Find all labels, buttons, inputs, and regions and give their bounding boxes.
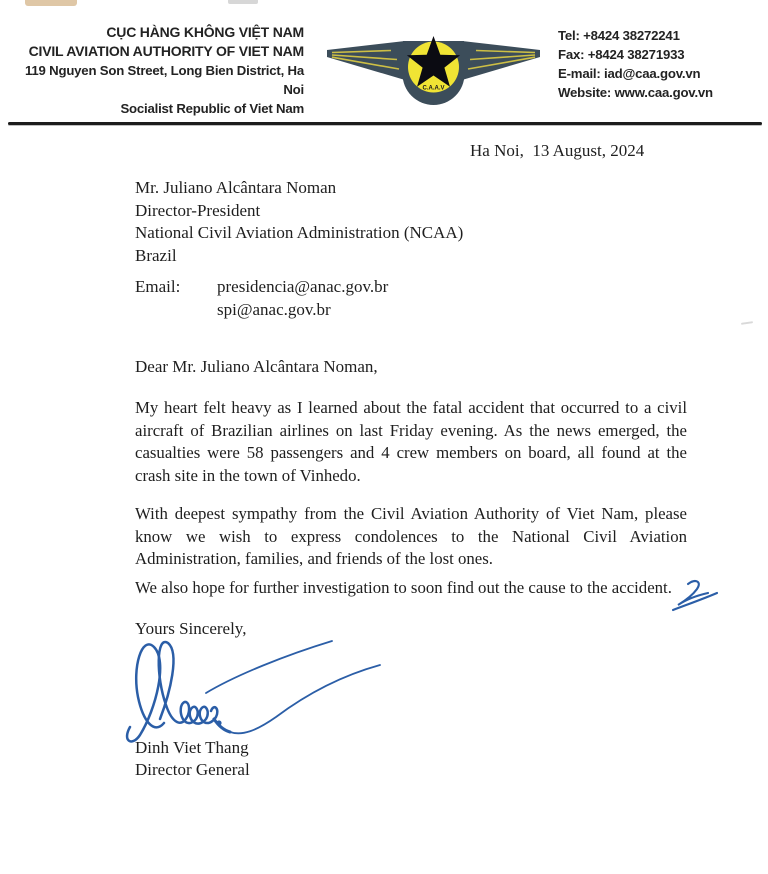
signer-name: Dinh Viet Thang (135, 738, 249, 757)
header-divider-line (8, 122, 762, 125)
contact-email: E-mail: iad@caa.gov.vn (558, 66, 701, 81)
handwritten-initial-paraph (671, 577, 719, 615)
salutation: Dear Mr. Juliano Alcântara Noman, (135, 357, 378, 376)
email-label: Email: (135, 277, 181, 296)
letterhead-contact-block (558, 26, 713, 102)
dateline: Ha Noi, 13 August, 2024 (470, 141, 645, 160)
recipient-country: Brazil (135, 245, 177, 265)
closing-phrase: Yours Sincerely, (135, 619, 247, 638)
scan-speck (741, 321, 753, 325)
email-address: presidencia@anac.gov.br (217, 277, 389, 296)
contact-fax: Fax: +8424 38271933 (558, 47, 685, 62)
scan-smudge (25, 0, 77, 6)
body-paragraph-3: We also hope for further investigation to soon find out the cause to the accident. (135, 578, 672, 597)
scan-smudge (228, 0, 258, 4)
letterhead-org-block (24, 23, 304, 118)
recipient-title: Director-President (135, 200, 261, 220)
org-address: 119 Nguyen Son Street, Long Bien District, Ha Noi (25, 63, 304, 97)
recipient-name: Mr. Juliano Alcântara Noman (135, 178, 337, 197)
email-addresses (217, 276, 388, 321)
email-address: spi@anac.gov.br (217, 299, 331, 319)
org-name-vietnamese: CỤC HÀNG KHÔNG VIỆT NAM (106, 24, 304, 40)
caav-wings-icon (327, 28, 540, 106)
logo-caption: C.A.A.V (422, 85, 445, 92)
body-paragraph-1: My heart felt heavy as I learned about the fatal accident that occurred to a civil aircraft of Brazilian airlines on last Friday evening. As the news emerged, the casualties were 58 passengers and 4 crew members on board, all found at the crash site in the town of Vinhedo. (135, 398, 687, 485)
handwritten-signature (118, 631, 408, 749)
recipient-block (135, 177, 463, 267)
body-paragraph-2: With deepest sympathy from the Civil Aviation Authority of Viet Nam, please know we wish to express condolences to the National Civil Aviation Administration, families, and friends of the lost ones. (135, 504, 687, 569)
caav-logo-emblem (327, 28, 540, 106)
contact-tel: Tel: +8424 38272241 (558, 28, 680, 43)
signer-title: Director General (135, 760, 250, 779)
recipient-organization: National Civil Aviation Administration (NCAA) (135, 223, 464, 242)
contact-website: Website: www.caa.gov.vn (558, 85, 713, 100)
org-name-english: CIVIL AVIATION AUTHORITY OF VIET NAM (28, 43, 304, 59)
org-country: Socialist Republic of Viet Nam (120, 101, 304, 116)
email-block (135, 276, 388, 321)
